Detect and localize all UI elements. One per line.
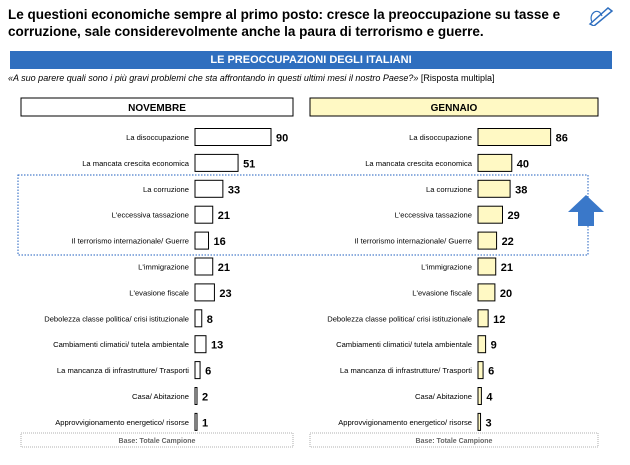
novembre-bar (195, 413, 197, 430)
gennaio-bar (478, 154, 512, 171)
section-banner: LE PREOCCUPAZIONI DEGLI ITALIANI (10, 51, 612, 69)
novembre-header-label: NOVEMBRE (128, 103, 186, 114)
gennaio-header-label: GENNAIO (430, 103, 478, 114)
gennaio-value-label: 3 (485, 417, 492, 430)
gennaio-value-label: 20 (499, 287, 513, 300)
gennaio-bar (478, 413, 481, 430)
novembre-bar (195, 154, 238, 171)
novembre-base-label: Base: Totale Campione (118, 438, 196, 445)
gennaio-category-label: Approvvigionamento energetico/ risorse (338, 417, 472, 427)
gennaio-value-label: 21 (500, 262, 513, 274)
gennaio-bar (478, 362, 483, 379)
novembre-value-label: 16 (213, 236, 226, 249)
gennaio-bar (478, 180, 510, 197)
novembre-value-label: 6 (205, 365, 212, 378)
gennaio-bar (478, 206, 502, 223)
novembre-category-label: La mancanza di infrastrutture/ Trasporti (56, 366, 189, 376)
novembre-category-label: Cambiamenti climatici/ tutela ambientale (53, 340, 189, 350)
novembre-category-label: L'evasione fiscale (129, 288, 189, 298)
novembre-category-label: Il terrorismo internazionale/ Guerre (71, 236, 189, 246)
novembre-value-label: 21 (217, 210, 230, 223)
novembre-value-label: 21 (217, 262, 230, 274)
novembre-category-label: L'eccessiva tassazione (111, 210, 189, 220)
gennaio-category-label: La disoccupazione (409, 133, 472, 142)
gennaio-value-label: 12 (493, 313, 506, 326)
novembre-bar (195, 388, 197, 405)
novembre-category-label: L'immigrazione (138, 262, 189, 272)
novembre-value-label: 1 (202, 417, 209, 430)
arrow-up-icon (568, 195, 604, 226)
novembre-bar (195, 336, 206, 353)
gennaio-value-label: 86 (555, 132, 568, 145)
novembre-value-label: 2 (202, 391, 209, 404)
gennaio-category-label: L'evasione fiscale (412, 288, 472, 298)
gennaio-category-label: La corruzione (425, 184, 472, 194)
novembre-value-label: 51 (243, 158, 256, 171)
gennaio-value-label: 4 (486, 391, 493, 404)
novembre-bar (195, 232, 209, 249)
novembre-category-label: Approvvigionamento energetico/ risorse (55, 417, 189, 427)
headline: Le questioni economiche sempre al primo posto: cresce la preoccupazione su tasse e corruzione, sale considerevolmente anche la paura di terrorismo e guerre. (8, 7, 561, 39)
novembre-value-label: 90 (276, 132, 289, 145)
novembre-bar (195, 206, 213, 223)
novembre-category-label: La mancata crescita economica (82, 158, 189, 168)
novembre-value-label: 23 (219, 287, 232, 300)
question-text: «A suo parere quali sono i più gravi problemi che sta affrontando in questi ultimi mesi il nostro Paese?» (8, 73, 419, 83)
novembre-bar (195, 180, 223, 197)
gennaio-bar (478, 388, 481, 405)
novembre-bar (195, 258, 213, 275)
gennaio-category-label: Cambiamenti climatici/ tutela ambientale (336, 340, 472, 350)
gennaio-bar (478, 129, 551, 146)
novembre-value-label: 13 (210, 339, 224, 352)
gennaio-bar (478, 258, 496, 275)
gennaio-value-label: 6 (488, 365, 495, 378)
novembre-bar (195, 310, 202, 327)
novembre-category-label: Casa/ Abitazione (132, 392, 189, 401)
gennaio-value-label: 40 (516, 158, 530, 171)
novembre-category-label: La corruzione (142, 184, 189, 194)
question-note: [Risposta multipla] (420, 73, 495, 83)
gennaio-category-label: Debolezza classe politica/ crisi istituzionale (327, 314, 472, 324)
gennaio-category-label: L'immigrazione (421, 262, 472, 272)
gennaio-bar (478, 232, 497, 249)
novembre-value-label: 33 (227, 184, 241, 197)
gennaio-value-label: 38 (515, 184, 528, 197)
gennaio-category-label: La mancata crescita economica (365, 158, 472, 168)
gennaio-bar (478, 284, 495, 301)
novembre-category-label: La disoccupazione (126, 133, 189, 142)
novembre-bar (195, 129, 271, 146)
gennaio-category-label: Casa/ Abitazione (415, 392, 472, 401)
gennaio-category-label: La mancanza di infrastrutture/ Trasporti (339, 366, 472, 376)
novembre-category-label: Debolezza classe politica/ crisi istituzionale (44, 314, 189, 324)
novembre-bar (195, 362, 200, 379)
gennaio-category-label: L'eccessiva tassazione (394, 210, 472, 220)
gennaio-bar (478, 336, 486, 353)
gennaio-bar (478, 310, 488, 327)
gennaio-value-label: 9 (490, 339, 497, 352)
gennaio-base-label: Base: Totale Campione (415, 438, 493, 445)
novembre-bar (195, 284, 214, 301)
gennaio-value-label: 29 (507, 210, 520, 223)
gennaio-category-label: Il terrorismo internazionale/ Guerre (354, 236, 472, 246)
gennaio-value-label: 22 (501, 236, 514, 249)
novembre-value-label: 8 (206, 313, 213, 326)
